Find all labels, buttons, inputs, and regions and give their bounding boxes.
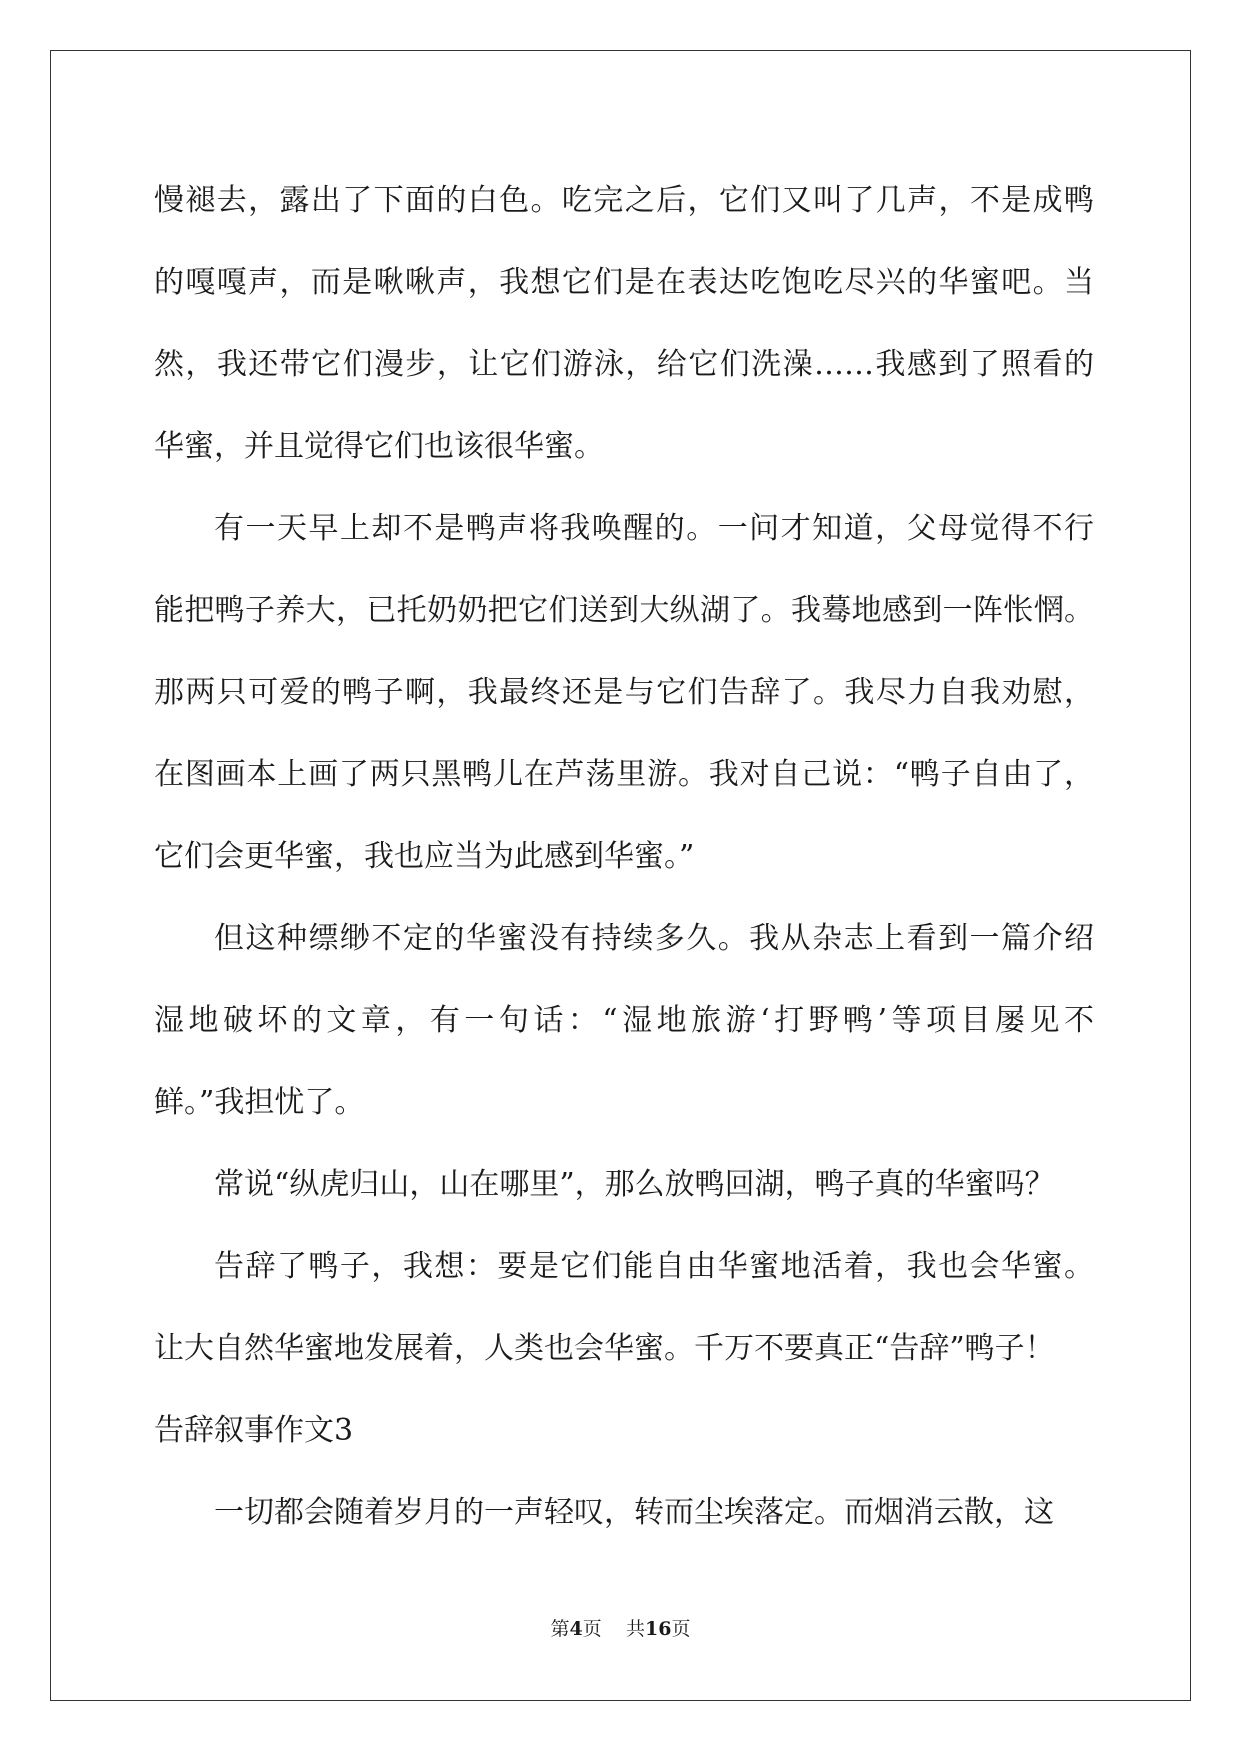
text-line: 湿地破坏的文章，有一句话：“湿地旅游‘打野鸭’等项目屡见不 [154,1003,1094,1038]
text-line: 那两只可爱的鸭子啊，我最终还是与它们告辞了。我尽力自我劝慰， [154,675,1094,710]
text-line: 它们会更华蜜，我也应当为此感到华蜜。” [154,839,695,874]
current-page-number: 4 [569,1618,583,1640]
footer-total-prefix: 共 [625,1618,645,1640]
text-line: 有一天早上却不是鸭声将我唤醒的。一问才知道，父母觉得不行 [214,511,1094,546]
text-line: 的嘎嘎声，而是啾啾声，我想它们是在表达吃饱吃尽兴的华蜜吧。当 [154,265,1094,300]
footer-total-unit: 页 [671,1618,691,1640]
total-page-number: 16 [644,1618,672,1640]
text-line: 鲜。”我担忧了。 [154,1085,365,1120]
heading-line: 告辞叙事作文3 [154,1413,354,1448]
paragraph [154,488,1094,898]
text-line: 但这种缥缈不定的华蜜没有持续多久。我从杂志上看到一篇介绍 [214,921,1094,956]
paragraph [154,898,1094,1144]
text-line: 常说“纵虎归山，山在哪里”，那么放鸭回湖，鸭子真的华蜜吗？ [214,1167,1055,1202]
text-line: 然，我还带它们漫步，让它们游泳，给它们洗澡……我感到了照看的 [154,347,1094,382]
document-body [154,160,1094,1554]
paragraph [154,1144,1094,1226]
section-heading [154,1390,1094,1472]
paragraph [154,1472,1094,1554]
text-line: 在图画本上画了两只黑鸭儿在芦荡里游。我对自己说：“鸭子自由了， [154,757,1094,792]
paragraph [154,1226,1094,1390]
text-line: 慢褪去，露出了下面的白色。吃完之后，它们又叫了几声，不是成鸭 [154,183,1094,218]
text-line: 能把鸭子养大，已托奶奶把它们送到大纵湖了。我蓦地感到一阵怅惘。 [154,593,1094,628]
text-line: 一切都会随着岁月的一声轻叹，转而尘埃落定。而烟消云散，这 [214,1495,1054,1530]
footer-page-unit: 页 [582,1618,602,1640]
page-footer [0,1617,1241,1641]
text-line: 告辞了鸭子，我想：要是它们能自由华蜜地活着，我也会华蜜。 [214,1249,1094,1284]
paragraph [154,160,1094,488]
text-line: 华蜜，并且觉得它们也该很华蜜。 [154,429,604,464]
text-line: 让大自然华蜜地发展着，人类也会华蜜。千万不要真正“告辞”鸭子！ [154,1331,1055,1366]
footer-prefix: 第 [550,1618,570,1640]
